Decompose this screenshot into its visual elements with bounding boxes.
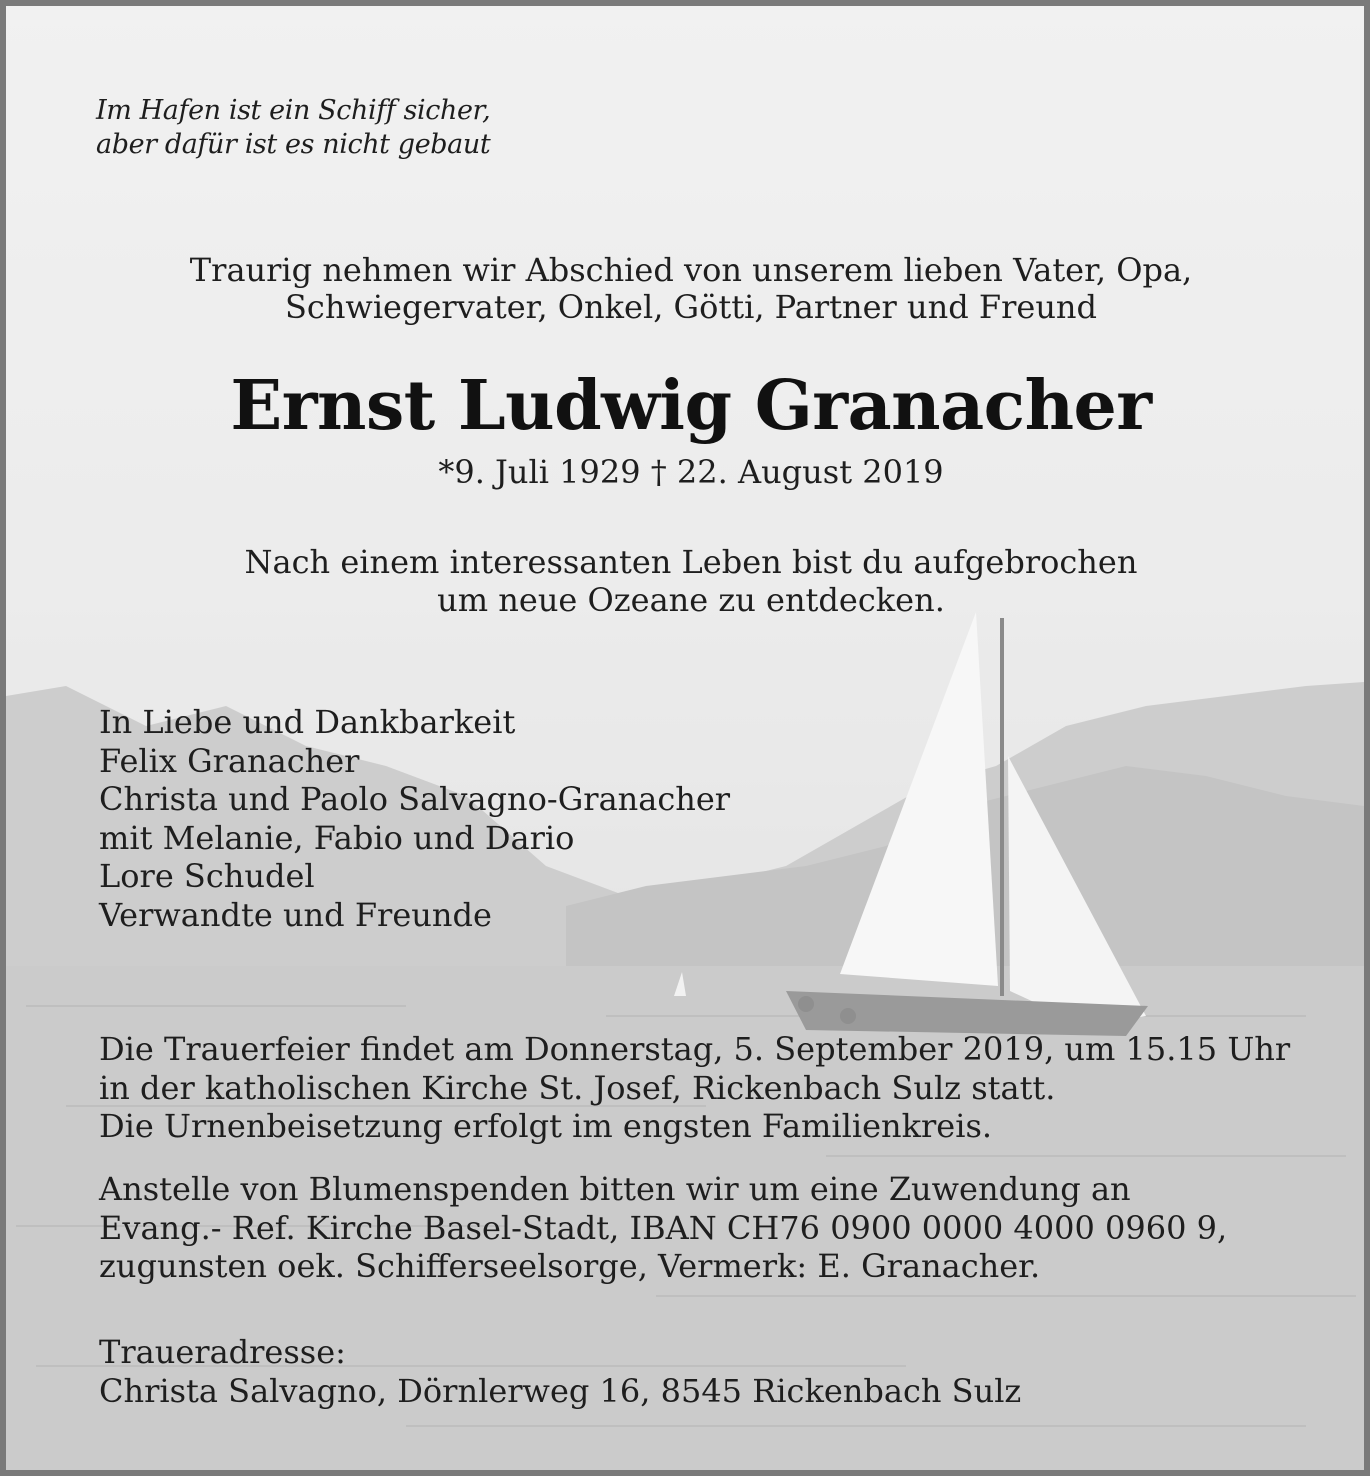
motto-line-2: aber dafür ist es nicht gebaut — [96, 129, 491, 160]
mourners-line: mit Melanie, Fabio und Dario — [99, 818, 575, 857]
mourners-line: Verwandte und Freunde — [99, 895, 492, 934]
intro-line-2: Schwiegervater, Onkel, Götti, Partner und Freund — [284, 288, 1098, 326]
donation-line: zugunsten oek. Schifferseelsorge, Vermerk: E. Granacher. — [99, 1247, 1041, 1285]
intro-text — [6, 252, 1370, 326]
ceremony-info — [99, 1030, 1290, 1146]
donation-line: Evang.- Ref. Kirche Basel-Stadt, IBAN CH76 0900 0000 4000 0960 9, — [99, 1208, 1228, 1247]
donation-line: Anstelle von Blumenspenden bitten wir um eine Zuwendung an — [99, 1170, 1131, 1208]
motto-quote — [96, 94, 490, 162]
life-dates: *9. Juli 1929 † 22. August 2019 — [438, 453, 944, 491]
motto-line-1: Im Hafen ist ein Schiff sicher, — [96, 95, 491, 126]
farewell-line-1: Nach einem interessanten Leben bist du aufgebrochen — [244, 543, 1138, 581]
intro-line-1: Traurig nehmen wir Abschied von unserem lieben Vater, Opa, — [189, 251, 1193, 289]
address-label: Traueradresse: — [99, 1333, 346, 1371]
mourners-line: Felix Granacher — [99, 741, 360, 780]
farewell-line-2: um neue Ozeane zu entdecken. — [437, 581, 945, 619]
deceased-name: Ernst Ludwig Granacher — [230, 366, 1152, 446]
address-line: Christa Salvagno, Dörnlerweg 16, 8545 Rickenbach Sulz — [99, 1371, 1022, 1410]
farewell-text — [6, 543, 1370, 619]
mourning-address — [99, 1333, 1021, 1410]
ceremony-line: Die Urnenbeisetzung erfolgt im engsten Familienkreis. — [99, 1107, 993, 1145]
ceremony-line: in der katholischen Kirche St. Josef, Rickenbach Sulz statt. — [99, 1068, 1056, 1107]
mourners-list — [99, 703, 730, 934]
mourners-line: In Liebe und Dankbarkeit — [99, 703, 516, 741]
mourners-line: Lore Schudel — [99, 857, 315, 895]
ceremony-line: Die Trauerfeier findet am Donnerstag, 5. September 2019, um 15.15 Uhr — [99, 1030, 1291, 1068]
mourners-line: Christa und Paolo Salvagno-Granacher — [99, 780, 731, 818]
donation-info — [99, 1170, 1227, 1286]
